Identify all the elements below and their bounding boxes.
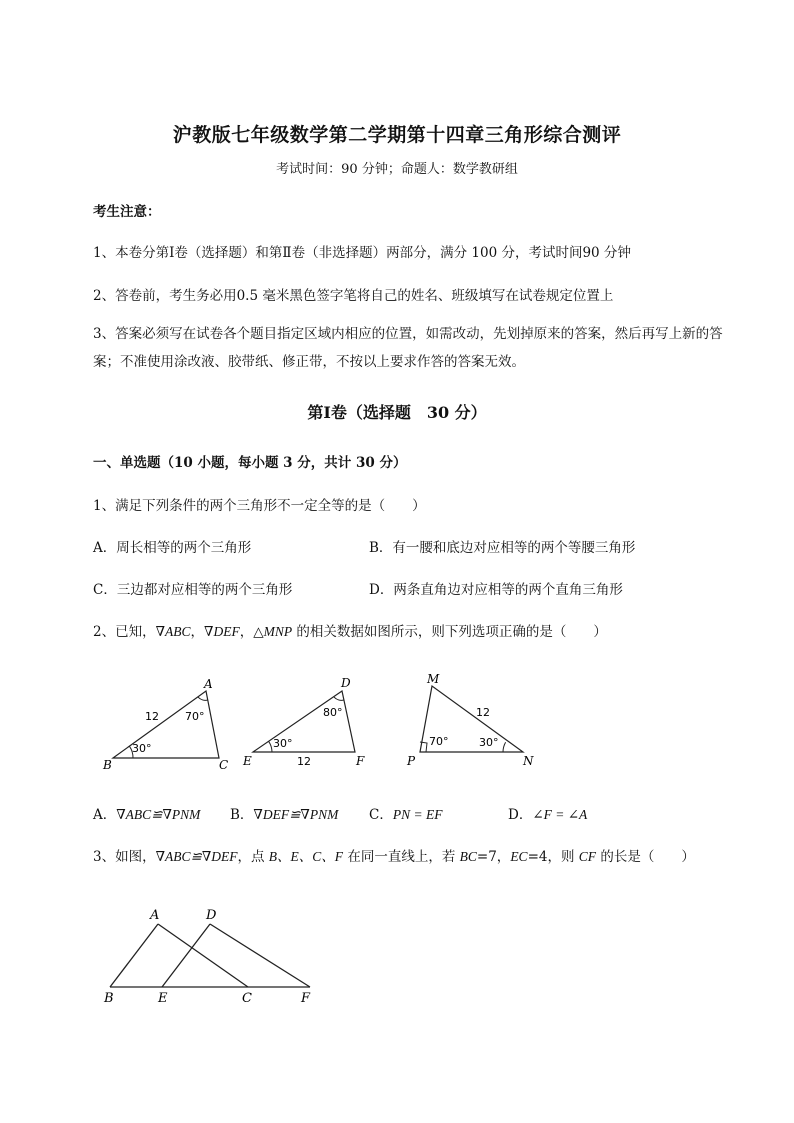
q3-stem-suffix: 的长是（ ） — [596, 849, 695, 865]
angle-e-arc — [269, 741, 272, 752]
q2-option-d-math: ∠F = ∠A — [532, 807, 588, 822]
q2-stem-prefix: 2、已知， — [93, 624, 156, 640]
q1-option-d: D．两条直角边对应相等的两个直角三角形 — [369, 582, 623, 598]
q3-bc: BC — [459, 849, 477, 864]
side-mn-label: 12 — [476, 706, 490, 719]
q2-option-a — [93, 803, 200, 823]
q3-stem-mid-1: ，点 — [237, 849, 269, 865]
q2-tri-abc: ∇ABC — [155, 624, 191, 639]
q3-label-d: D — [206, 908, 217, 923]
angle-a-arc — [198, 697, 208, 700]
segment-df — [210, 924, 310, 987]
q2-tri-mnp: △MNP — [253, 624, 293, 639]
q3-label-a: A — [150, 908, 160, 923]
q2-option-a-prefix: A． — [93, 807, 117, 823]
label-c: C — [219, 758, 229, 772]
part-title: 一、单选题（10 小题，每小题 3 分，共计 30 分） — [93, 455, 407, 471]
label-b: B — [103, 758, 112, 772]
label-e: E — [243, 754, 252, 768]
q1-option-c: C．三边都对应相等的两个三角形 — [93, 582, 293, 598]
q2-option-c-prefix: C． — [369, 807, 393, 823]
angle-a-label: 70° — [185, 710, 205, 723]
q1-stem: 1、满足下列条件的两个三角形不一定全等的是（ ） — [93, 498, 426, 514]
q2-option-d-prefix: D． — [508, 807, 533, 823]
q2-option-b-prefix: B． — [230, 807, 254, 823]
q1-option-b: B．有一腰和底边对应相等的两个等腰三角形 — [369, 540, 636, 556]
q3-points: B、E、C、F — [268, 849, 344, 864]
angle-b-label: 30° — [132, 742, 152, 755]
q2-figure — [95, 670, 555, 775]
q3-ec-value: =4，则 — [527, 849, 579, 865]
q3-stem — [93, 845, 695, 865]
q2-option-c — [369, 803, 442, 823]
q2-sep-2: ， — [239, 624, 254, 640]
q2-stem-suffix: 的相关数据如图所示，则下列选项正确的是（ ） — [292, 624, 607, 640]
side-ab-label: 12 — [145, 710, 159, 723]
q2-option-c-math: PN = EF — [392, 807, 443, 822]
label-f: F — [356, 754, 365, 768]
label-a: A — [204, 677, 213, 691]
q3-figure — [100, 905, 330, 1015]
angle-n-arc — [503, 742, 506, 752]
q2-option-b-math: ∇DEF≌∇PNM — [253, 807, 339, 822]
q3-label-e: E — [158, 991, 168, 1006]
notice-item-3: 3、答案必须写在试卷各个题目指定区域内相应的位置，如需改动，先划掉原来的答案，然后再写上新的答案；不准使用涂改液、胶带纸、修正带，不按以上要求作答的答案无效。 — [93, 326, 723, 370]
q3-label-b: B — [104, 991, 114, 1006]
q2-option-d — [508, 803, 587, 823]
notice-item-1: 1、本卷分第Ⅰ卷（选择题）和第Ⅱ卷（非选择题）两部分，满分 100 分，考试时间90 分钟 — [93, 245, 631, 261]
angle-n-label: 30° — [479, 736, 499, 749]
q3-label-c: C — [242, 991, 252, 1006]
q3-bc-value: =7， — [476, 849, 511, 865]
angle-d-label: 80° — [323, 706, 343, 719]
q2-triangle-abc — [102, 677, 228, 772]
q1-option-a: A．周长相等的两个三角形 — [93, 540, 252, 556]
notice-item-2: 2、答卷前，考生务必用0.5 毫米黑色签字笔将自己的姓名、班级填写在试卷规定位置上 — [93, 288, 614, 304]
q2-stem — [93, 620, 607, 640]
segment-ab — [110, 924, 158, 987]
q3-congruence: ∇ABC≌∇DEF — [155, 849, 238, 864]
section-title: 第Ⅰ卷（选择题 30 分） — [307, 403, 487, 422]
label-p: P — [407, 754, 416, 768]
angle-p-label: 70° — [429, 735, 449, 748]
triangle-abc-shape — [113, 691, 219, 758]
angle-d-arc — [334, 697, 344, 700]
q2-tri-def: ∇DEF — [204, 624, 240, 639]
q3-stem-prefix: 3、如图， — [93, 849, 156, 865]
label-n: N — [523, 754, 534, 768]
angle-e-label: 30° — [273, 737, 293, 750]
side-ef-label: 12 — [297, 755, 311, 768]
q2-option-b — [230, 803, 338, 823]
exam-subtitle: 考试时间：90 分钟；命题人：数学教研组 — [276, 162, 518, 177]
q2-option-a-math: ∇ABC≌∇PNM — [116, 807, 201, 822]
exam-title: 沪教版七年级数学第二学期第十四章三角形综合测评 — [172, 124, 622, 146]
q3-label-f: F — [301, 991, 311, 1006]
q2-sep-1: ， — [190, 624, 205, 640]
q3-stem-mid-2: 在同一直线上，若 — [343, 849, 460, 865]
q3-cf: CF — [578, 849, 597, 864]
label-m: M — [427, 672, 440, 686]
q2-triangle-def — [242, 676, 365, 768]
q3-ec: EC — [510, 849, 528, 864]
q2-triangle-mnp — [406, 672, 534, 768]
label-d: D — [341, 676, 351, 690]
notice-heading: 考生注意： — [93, 204, 161, 220]
